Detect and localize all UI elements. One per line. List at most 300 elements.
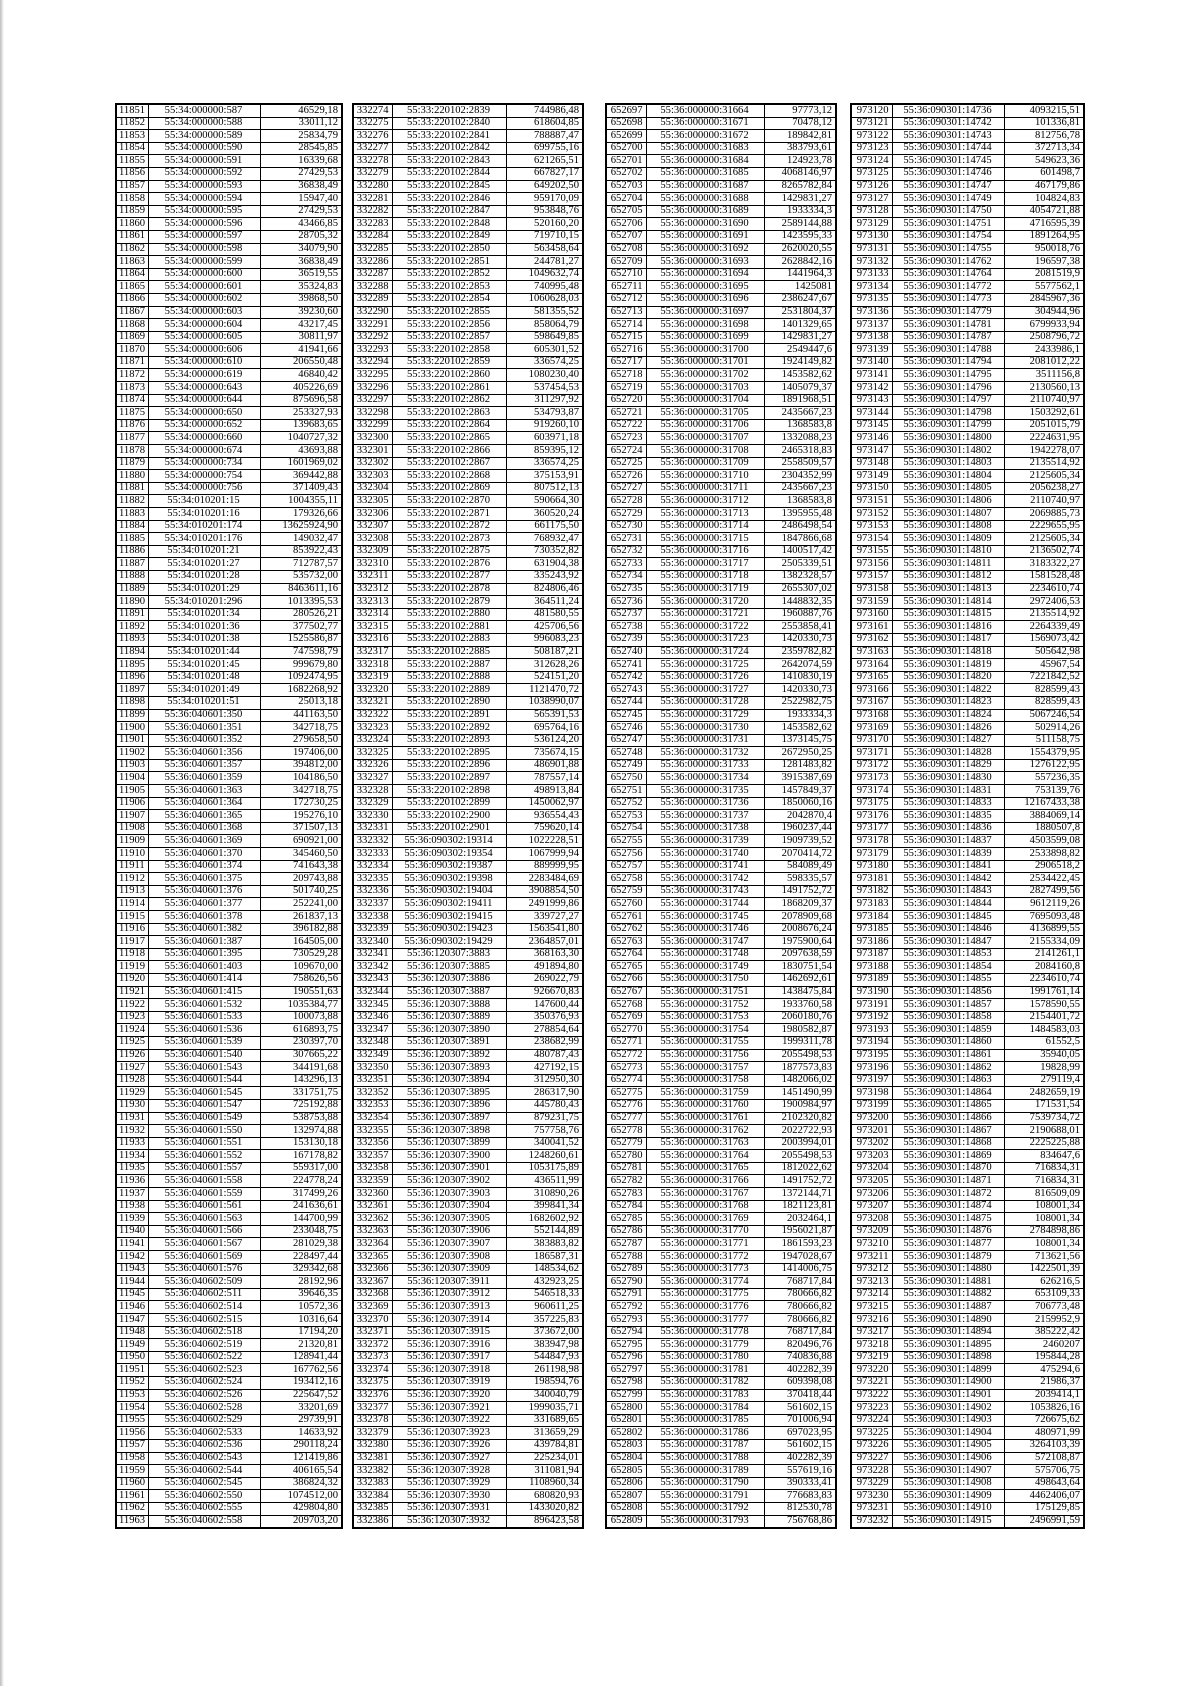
table-row bbox=[116, 205, 342, 218]
row-number-cell: 11960 bbox=[116, 1477, 148, 1490]
value-cell: 149032,47 bbox=[260, 533, 342, 546]
value-cell: 371507,13 bbox=[260, 822, 342, 835]
value-cell: 307665,22 bbox=[260, 1049, 342, 1062]
cadastral-number-cell: 55:34:010201:21 bbox=[148, 545, 260, 558]
table-row bbox=[606, 848, 836, 861]
cadastral-number-cell: 55:34:010201:16 bbox=[148, 508, 260, 521]
cadastral-number-cell: 55:36:090301:14876 bbox=[892, 1225, 1004, 1238]
row-number-cell: 973200 bbox=[851, 1112, 892, 1125]
cadastral-number-cell: 55:36:120307:3902 bbox=[392, 1175, 506, 1188]
table-row bbox=[353, 1376, 583, 1389]
row-number-cell: 11940 bbox=[116, 1225, 148, 1238]
value-cell: 350376,93 bbox=[506, 1011, 583, 1024]
row-number-cell: 11908 bbox=[116, 822, 148, 835]
cadastral-number-cell: 55:33:220102:2861 bbox=[392, 382, 506, 395]
value-cell: 371409,43 bbox=[260, 482, 342, 495]
table-row bbox=[606, 1427, 836, 1440]
value-cell: 206550,48 bbox=[260, 356, 342, 369]
cadastral-number-cell: 55:34:000000:604 bbox=[148, 319, 260, 332]
table-row bbox=[606, 936, 836, 949]
value-cell: 598649,85 bbox=[506, 331, 583, 344]
value-cell: 386824,32 bbox=[260, 1477, 342, 1490]
value-cell: 2433986,1 bbox=[1004, 344, 1084, 357]
value-cell: 2081519,9 bbox=[1004, 268, 1084, 281]
cadastral-number-cell: 55:36:000000:31780 bbox=[646, 1351, 764, 1364]
table-row bbox=[116, 608, 342, 621]
cadastral-number-cell: 55:36:090301:14835 bbox=[892, 810, 1004, 823]
cadastral-number-cell: 55:36:000000:31703 bbox=[646, 382, 764, 395]
cadastral-number-cell: 55:36:000000:31777 bbox=[646, 1314, 764, 1327]
cadastral-number-cell: 55:36:000000:31788 bbox=[646, 1452, 764, 1465]
table-row bbox=[353, 1276, 583, 1289]
row-number-cell: 652746 bbox=[606, 722, 646, 735]
row-number-cell: 973166 bbox=[851, 684, 892, 697]
cadastral-number-cell: 55:36:040601:387 bbox=[148, 936, 260, 949]
value-cell: 429804,80 bbox=[260, 1502, 342, 1515]
table-row bbox=[116, 256, 342, 269]
value-cell: 2190688,01 bbox=[1004, 1125, 1084, 1138]
cadastral-number-cell: 55:36:000000:31693 bbox=[646, 256, 764, 269]
value-cell: 2534422,45 bbox=[1004, 873, 1084, 886]
row-number-cell: 652756 bbox=[606, 848, 646, 861]
table-row bbox=[606, 785, 836, 798]
table-row bbox=[606, 382, 836, 395]
value-cell: 1372144,71 bbox=[764, 1188, 836, 1201]
table-row bbox=[116, 155, 342, 168]
table-row bbox=[606, 961, 836, 974]
value-cell: 511158,75 bbox=[1004, 734, 1084, 747]
table-row bbox=[851, 684, 1084, 697]
row-number-cell: 652802 bbox=[606, 1427, 646, 1440]
table-row bbox=[851, 1137, 1084, 1150]
table-row bbox=[851, 1074, 1084, 1087]
row-number-cell: 11893 bbox=[116, 633, 148, 646]
value-cell: 1420330,73 bbox=[764, 684, 836, 697]
table-row bbox=[353, 243, 583, 256]
row-number-cell: 11875 bbox=[116, 407, 148, 420]
row-number-cell: 11939 bbox=[116, 1213, 148, 1226]
cadastral-number-cell: 55:34:000000:644 bbox=[148, 394, 260, 407]
table-row bbox=[851, 860, 1084, 873]
table-row bbox=[606, 1238, 836, 1251]
value-cell: 317499,26 bbox=[260, 1188, 342, 1201]
table-row bbox=[606, 432, 836, 445]
cadastral-number-cell: 55:36:000000:31691 bbox=[646, 230, 764, 243]
row-number-cell: 332381 bbox=[353, 1452, 392, 1465]
row-number-cell: 652774 bbox=[606, 1074, 646, 1087]
cadastral-number-cell: 55:36:120307:3919 bbox=[392, 1376, 506, 1389]
value-cell: 186587,31 bbox=[506, 1251, 583, 1264]
value-cell: 2906518,2 bbox=[1004, 860, 1084, 873]
value-cell: 344191,68 bbox=[260, 1062, 342, 1075]
cadastral-number-cell: 55:33:220102:2866 bbox=[392, 445, 506, 458]
cadastral-number-cell: 55:33:220102:2848 bbox=[392, 218, 506, 231]
cadastral-number-cell: 55:33:220102:2860 bbox=[392, 369, 506, 382]
row-number-cell: 652777 bbox=[606, 1112, 646, 1125]
value-cell: 546518,33 bbox=[506, 1288, 583, 1301]
value-cell: 3264103,39 bbox=[1004, 1439, 1084, 1452]
value-cell: 46840,42 bbox=[260, 369, 342, 382]
row-number-cell: 11907 bbox=[116, 810, 148, 823]
table-row bbox=[353, 608, 583, 621]
table-row bbox=[606, 633, 836, 646]
value-cell: 4068146,97 bbox=[764, 167, 836, 180]
cadastral-number-cell: 55:36:090301:14755 bbox=[892, 243, 1004, 256]
table-row bbox=[606, 1276, 836, 1289]
cadastral-number-cell: 55:34:000000:650 bbox=[148, 407, 260, 420]
table-row bbox=[606, 1225, 836, 1238]
cadastral-number-cell: 55:33:220102:2877 bbox=[392, 570, 506, 583]
row-number-cell: 332301 bbox=[353, 445, 392, 458]
cadastral-number-cell: 55:36:090301:14804 bbox=[892, 470, 1004, 483]
register-table-3 bbox=[605, 103, 837, 1529]
cadastral-number-cell: 55:36:040602:550 bbox=[148, 1490, 260, 1503]
row-number-cell: 332379 bbox=[353, 1427, 392, 1440]
cadastral-number-cell: 55:36:090301:14870 bbox=[892, 1162, 1004, 1175]
value-cell: 740995,48 bbox=[506, 281, 583, 294]
value-cell: 108001,34 bbox=[1004, 1238, 1084, 1251]
value-cell: 1074512,00 bbox=[260, 1490, 342, 1503]
row-number-cell: 652754 bbox=[606, 822, 646, 835]
row-number-cell: 11885 bbox=[116, 533, 148, 546]
row-number-cell: 652778 bbox=[606, 1125, 646, 1138]
cadastral-number-cell: 55:33:220102:2844 bbox=[392, 167, 506, 180]
table-row bbox=[116, 570, 342, 583]
table-row bbox=[116, 1188, 342, 1201]
cadastral-number-cell: 55:36:000000:31779 bbox=[646, 1339, 764, 1352]
value-cell: 304944,96 bbox=[1004, 306, 1084, 319]
cadastral-number-cell: 55:33:220102:2850 bbox=[392, 243, 506, 256]
cadastral-number-cell: 55:36:090302:19423 bbox=[392, 923, 506, 936]
value-cell: 153130,18 bbox=[260, 1137, 342, 1150]
value-cell: 1482066,02 bbox=[764, 1074, 836, 1087]
value-cell: 544847,93 bbox=[506, 1351, 583, 1364]
table-row bbox=[116, 898, 342, 911]
table-row bbox=[353, 104, 583, 117]
value-cell: 144700,99 bbox=[260, 1213, 342, 1226]
table-row bbox=[606, 508, 836, 521]
table-row bbox=[851, 432, 1084, 445]
value-cell: 2827499,56 bbox=[1004, 885, 1084, 898]
row-number-cell: 973195 bbox=[851, 1049, 892, 1062]
value-cell: 233048,75 bbox=[260, 1225, 342, 1238]
row-number-cell: 332385 bbox=[353, 1502, 392, 1515]
value-cell: 2359782,82 bbox=[764, 646, 836, 659]
cadastral-number-cell: 55:36:090302:19398 bbox=[392, 873, 506, 886]
row-number-cell: 973187 bbox=[851, 948, 892, 961]
table-row bbox=[851, 961, 1084, 974]
cadastral-number-cell: 55:36:040601:352 bbox=[148, 734, 260, 747]
row-number-cell: 652723 bbox=[606, 432, 646, 445]
row-number-cell: 11896 bbox=[116, 671, 148, 684]
table-row bbox=[116, 948, 342, 961]
cadastral-number-cell: 55:33:220102:2891 bbox=[392, 709, 506, 722]
row-number-cell: 973122 bbox=[851, 130, 892, 143]
table-row bbox=[851, 1036, 1084, 1049]
row-number-cell: 973184 bbox=[851, 911, 892, 924]
table-row bbox=[116, 545, 342, 558]
value-cell: 36838,49 bbox=[260, 256, 342, 269]
row-number-cell: 332302 bbox=[353, 457, 392, 470]
row-number-cell: 332338 bbox=[353, 911, 392, 924]
table-row bbox=[606, 1301, 836, 1314]
table-row bbox=[606, 104, 836, 117]
table-row bbox=[851, 1200, 1084, 1213]
table-row bbox=[353, 785, 583, 798]
table-row bbox=[606, 167, 836, 180]
value-cell: 1457849,37 bbox=[764, 785, 836, 798]
cadastral-number-cell: 55:36:090301:14890 bbox=[892, 1314, 1004, 1327]
table-row bbox=[116, 319, 342, 332]
row-number-cell: 652697 bbox=[606, 104, 646, 117]
value-cell: 2558509,57 bbox=[764, 457, 836, 470]
table-row bbox=[353, 1314, 583, 1327]
value-cell: 953848,76 bbox=[506, 205, 583, 218]
value-cell: 279119,4 bbox=[1004, 1074, 1084, 1087]
value-cell: 1933760,58 bbox=[764, 999, 836, 1012]
value-cell: 1868209,37 bbox=[764, 898, 836, 911]
cadastral-number-cell: 55:34:000000:595 bbox=[148, 205, 260, 218]
cadastral-number-cell: 55:36:090301:14862 bbox=[892, 1062, 1004, 1075]
table-row bbox=[851, 570, 1084, 583]
table-row bbox=[851, 986, 1084, 999]
cadastral-number-cell: 55:34:000000:589 bbox=[148, 130, 260, 143]
cadastral-number-cell: 55:36:000000:31740 bbox=[646, 848, 764, 861]
row-number-cell: 11882 bbox=[116, 495, 148, 508]
value-cell: 2084160,8 bbox=[1004, 961, 1084, 974]
row-number-cell: 11921 bbox=[116, 986, 148, 999]
row-number-cell: 332311 bbox=[353, 570, 392, 583]
cadastral-number-cell: 55:36:090302:19387 bbox=[392, 860, 506, 873]
table-row bbox=[353, 848, 583, 861]
row-number-cell: 11962 bbox=[116, 1502, 148, 1515]
table-row bbox=[353, 747, 583, 760]
value-cell: 768717,84 bbox=[764, 1276, 836, 1289]
row-number-cell: 332352 bbox=[353, 1087, 392, 1100]
value-cell: 621265,51 bbox=[506, 155, 583, 168]
row-number-cell: 973189 bbox=[851, 973, 892, 986]
table-row bbox=[606, 986, 836, 999]
row-number-cell: 332307 bbox=[353, 520, 392, 533]
row-number-cell: 973202 bbox=[851, 1137, 892, 1150]
cadastral-number-cell: 55:36:090301:14830 bbox=[892, 772, 1004, 785]
value-cell: 2628842,16 bbox=[764, 256, 836, 269]
cadastral-number-cell: 55:36:000000:31723 bbox=[646, 633, 764, 646]
cadastral-number-cell: 55:36:090301:14754 bbox=[892, 230, 1004, 243]
table-row bbox=[353, 722, 583, 735]
table-row bbox=[606, 256, 836, 269]
table-row bbox=[851, 155, 1084, 168]
row-number-cell: 11913 bbox=[116, 885, 148, 898]
row-number-cell: 332279 bbox=[353, 167, 392, 180]
row-number-cell: 973168 bbox=[851, 709, 892, 722]
table-row bbox=[851, 1414, 1084, 1427]
table-row bbox=[851, 230, 1084, 243]
table-row bbox=[116, 1213, 342, 1226]
row-number-cell: 332318 bbox=[353, 659, 392, 672]
cadastral-number-cell: 55:36:000000:31696 bbox=[646, 293, 764, 306]
cadastral-number-cell: 55:36:000000:31759 bbox=[646, 1087, 764, 1100]
row-number-cell: 652708 bbox=[606, 243, 646, 256]
row-number-cell: 652784 bbox=[606, 1200, 646, 1213]
value-cell: 3908854,50 bbox=[506, 885, 583, 898]
row-number-cell: 332337 bbox=[353, 898, 392, 911]
table-row bbox=[606, 1414, 836, 1427]
table-row bbox=[353, 520, 583, 533]
cadastral-number-cell: 55:36:120307:3928 bbox=[392, 1465, 506, 1478]
cadastral-number-cell: 55:33:220102:2892 bbox=[392, 722, 506, 735]
value-cell: 1053175,89 bbox=[506, 1162, 583, 1175]
table-row bbox=[851, 621, 1084, 634]
table-row bbox=[606, 520, 836, 533]
row-number-cell: 973192 bbox=[851, 1011, 892, 1024]
table-row bbox=[606, 319, 836, 332]
cadastral-number-cell: 55:36:120307:3896 bbox=[392, 1099, 506, 1112]
value-cell: 261198,98 bbox=[506, 1364, 583, 1377]
value-cell: 244781,27 bbox=[506, 256, 583, 269]
row-number-cell: 11887 bbox=[116, 558, 148, 571]
cadastral-number-cell: 55:34:010201:29 bbox=[148, 583, 260, 596]
row-number-cell: 332309 bbox=[353, 545, 392, 558]
value-cell: 196597,38 bbox=[1004, 256, 1084, 269]
table-row bbox=[606, 445, 836, 458]
cadastral-number-cell: 55:33:220102:2889 bbox=[392, 684, 506, 697]
table-row bbox=[353, 709, 583, 722]
table-row bbox=[116, 1074, 342, 1087]
table-row bbox=[116, 1011, 342, 1024]
row-number-cell: 332334 bbox=[353, 860, 392, 873]
row-number-cell: 11862 bbox=[116, 243, 148, 256]
table-row bbox=[851, 445, 1084, 458]
cadastral-number-cell: 55:36:040601:563 bbox=[148, 1213, 260, 1226]
value-cell: 441163,50 bbox=[260, 709, 342, 722]
row-number-cell: 973228 bbox=[851, 1465, 892, 1478]
row-number-cell: 652807 bbox=[606, 1490, 646, 1503]
cadastral-number-cell: 55:36:090301:14908 bbox=[892, 1477, 1004, 1490]
row-number-cell: 973215 bbox=[851, 1301, 892, 1314]
cadastral-number-cell: 55:36:040601:547 bbox=[148, 1099, 260, 1112]
row-number-cell: 652790 bbox=[606, 1276, 646, 1289]
table-row bbox=[606, 193, 836, 206]
value-cell: 716834,31 bbox=[1004, 1162, 1084, 1175]
cadastral-number-cell: 55:33:220102:2851 bbox=[392, 256, 506, 269]
row-number-cell: 332314 bbox=[353, 608, 392, 621]
row-number-cell: 11943 bbox=[116, 1263, 148, 1276]
row-number-cell: 332384 bbox=[353, 1490, 392, 1503]
cadastral-number-cell: 55:36:090301:14853 bbox=[892, 948, 1004, 961]
value-cell: 725192,88 bbox=[260, 1099, 342, 1112]
cadastral-number-cell: 55:36:090301:14904 bbox=[892, 1427, 1004, 1440]
row-number-cell: 332333 bbox=[353, 848, 392, 861]
value-cell: 100073,88 bbox=[260, 1011, 342, 1024]
cadastral-number-cell: 55:36:090301:14864 bbox=[892, 1087, 1004, 1100]
table-row bbox=[851, 1515, 1084, 1528]
value-cell: 402282,39 bbox=[764, 1452, 836, 1465]
cadastral-number-cell: 55:36:090302:19354 bbox=[392, 848, 506, 861]
table-row bbox=[851, 1288, 1084, 1301]
cadastral-number-cell: 55:36:000000:31694 bbox=[646, 268, 764, 281]
cadastral-number-cell: 55:36:120307:3923 bbox=[392, 1427, 506, 1440]
value-cell: 30811,97 bbox=[260, 331, 342, 344]
table-row bbox=[116, 923, 342, 936]
row-number-cell: 11916 bbox=[116, 923, 148, 936]
table-row bbox=[353, 1074, 583, 1087]
row-number-cell: 652729 bbox=[606, 508, 646, 521]
table-row bbox=[116, 331, 342, 344]
cadastral-number-cell: 55:33:220102:2842 bbox=[392, 142, 506, 155]
cadastral-number-cell: 55:33:220102:2898 bbox=[392, 785, 506, 798]
table-row bbox=[353, 218, 583, 231]
row-number-cell: 332353 bbox=[353, 1099, 392, 1112]
table-row bbox=[353, 193, 583, 206]
cadastral-number-cell: 55:36:040601:359 bbox=[148, 772, 260, 785]
row-number-cell: 11951 bbox=[116, 1364, 148, 1377]
row-number-cell: 973209 bbox=[851, 1225, 892, 1238]
row-number-cell: 973211 bbox=[851, 1251, 892, 1264]
value-cell: 508187,21 bbox=[506, 646, 583, 659]
value-cell: 776683,83 bbox=[764, 1490, 836, 1503]
table-row bbox=[606, 1162, 836, 1175]
value-cell: 557236,35 bbox=[1004, 772, 1084, 785]
value-cell: 1049632,74 bbox=[506, 268, 583, 281]
value-cell: 143296,13 bbox=[260, 1074, 342, 1087]
value-cell: 2972406,53 bbox=[1004, 596, 1084, 609]
row-number-cell: 652715 bbox=[606, 331, 646, 344]
row-number-cell: 332331 bbox=[353, 822, 392, 835]
value-cell: 2304352,99 bbox=[764, 470, 836, 483]
value-cell: 2533898,82 bbox=[1004, 848, 1084, 861]
value-cell: 1462692,61 bbox=[764, 973, 836, 986]
cadastral-number-cell: 55:36:090301:14827 bbox=[892, 734, 1004, 747]
cadastral-number-cell: 55:36:040601:370 bbox=[148, 848, 260, 861]
row-number-cell: 332282 bbox=[353, 205, 392, 218]
table-row bbox=[851, 785, 1084, 798]
table-row bbox=[116, 1326, 342, 1339]
cadastral-number-cell: 55:36:090301:14829 bbox=[892, 759, 1004, 772]
table-row bbox=[606, 1036, 836, 1049]
row-number-cell: 973164 bbox=[851, 659, 892, 672]
value-cell: 310890,26 bbox=[506, 1188, 583, 1201]
table-row bbox=[606, 1049, 836, 1062]
cadastral-number-cell: 55:36:040601:382 bbox=[148, 923, 260, 936]
cadastral-number-cell: 55:36:040601:552 bbox=[148, 1150, 260, 1163]
value-cell: 1035384,77 bbox=[260, 999, 342, 1012]
cadastral-number-cell: 55:33:220102:2876 bbox=[392, 558, 506, 571]
row-number-cell: 973145 bbox=[851, 419, 892, 432]
table-row bbox=[851, 130, 1084, 143]
table-row bbox=[116, 130, 342, 143]
cadastral-number-cell: 55:36:120307:3907 bbox=[392, 1238, 506, 1251]
row-number-cell: 973207 bbox=[851, 1200, 892, 1213]
table-row bbox=[851, 1188, 1084, 1201]
cadastral-number-cell: 55:36:000000:31772 bbox=[646, 1251, 764, 1264]
row-number-cell: 332356 bbox=[353, 1137, 392, 1150]
cadastral-number-cell: 55:36:120307:3932 bbox=[392, 1515, 506, 1528]
cadastral-number-cell: 55:36:090301:14856 bbox=[892, 986, 1004, 999]
row-number-cell: 332371 bbox=[353, 1326, 392, 1339]
value-cell: 2102320,82 bbox=[764, 1112, 836, 1125]
table-row bbox=[353, 1326, 583, 1339]
row-number-cell: 11859 bbox=[116, 205, 148, 218]
row-number-cell: 652704 bbox=[606, 193, 646, 206]
table-row bbox=[606, 155, 836, 168]
value-cell: 43217,45 bbox=[260, 319, 342, 332]
table-row bbox=[606, 873, 836, 886]
cadastral-number-cell: 55:36:000000:31727 bbox=[646, 684, 764, 697]
row-number-cell: 11927 bbox=[116, 1062, 148, 1075]
row-number-cell: 973128 bbox=[851, 205, 892, 218]
table-row bbox=[851, 948, 1084, 961]
